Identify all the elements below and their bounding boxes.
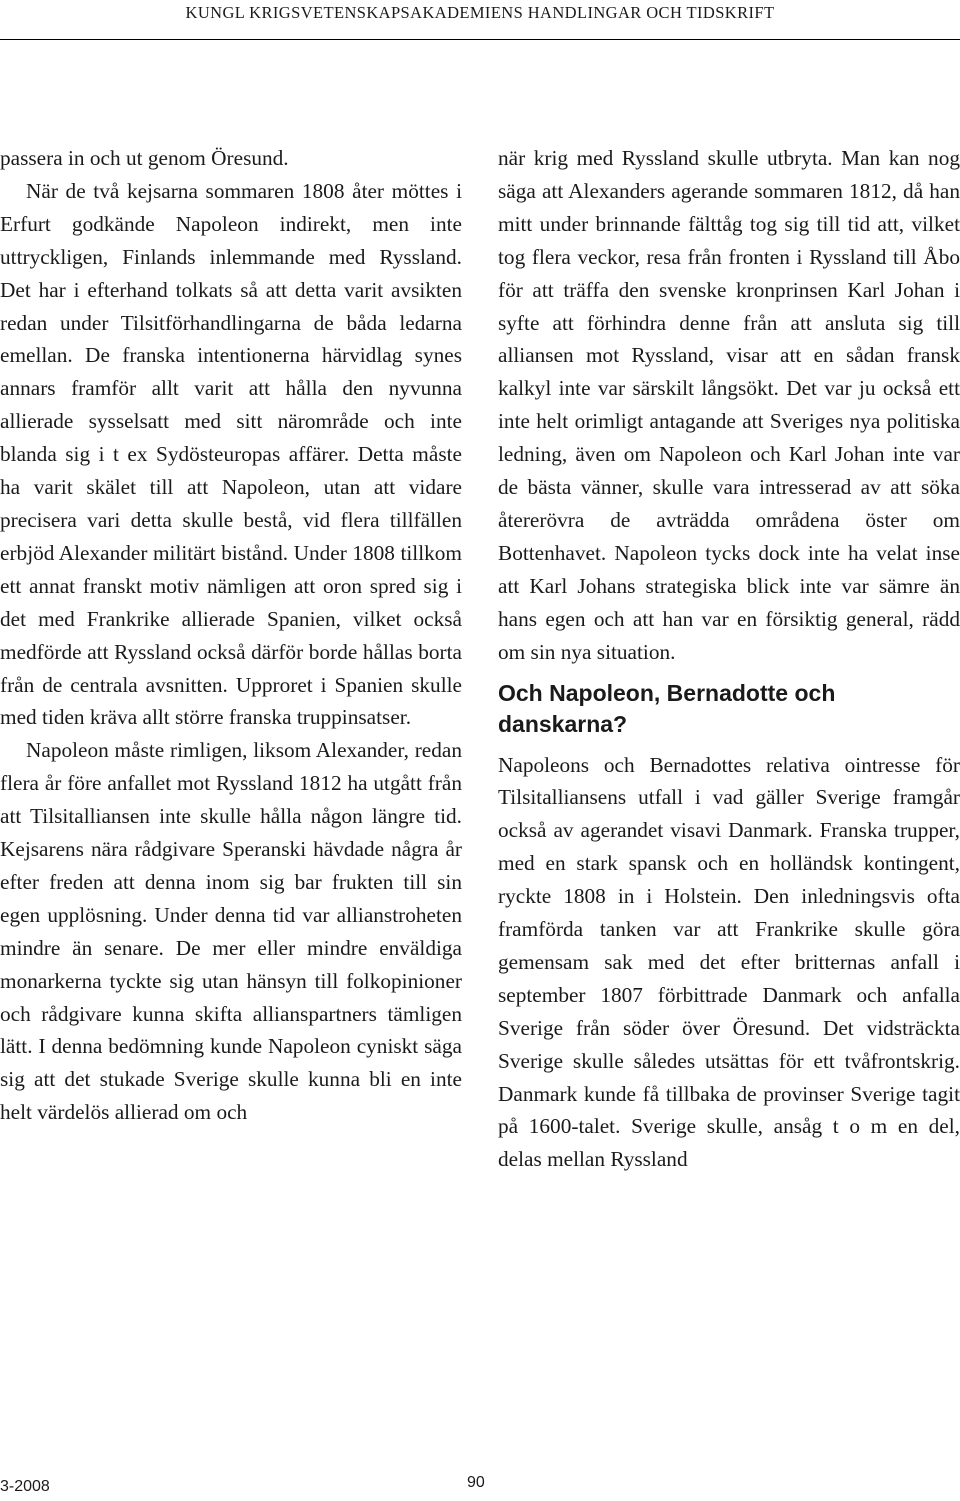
paragraph: Napoleon måste rimligen, liksom Alexander, redan flera år före anfallet mot Ryssland 1812 ha utgått från att Tilsitalliansen inte skulle hålla någon längre tid. Kejsarens nära rådgivare Speranski hävdade några år efter freden att denna inom sig bar frukten till sin egen upplösning. Under denna tid var allianstroheten mindre än senare. De mer eller mindre enväldiga monarkerna tyckte sig utan hänsyn till folkopinioner och rådgivare kunna skifta allianspartners tämligen lätt. I denna bedömning kunde Napoleon cyniskt säga sig att det stukade Sverige skulle kunna bli en inte helt värdelös allierad om och xyxy=(0,738,462,1125)
issue-number: 3-2008 xyxy=(0,1478,50,1495)
section-heading: Och Napoleon, Bernadotte och danskarna? xyxy=(498,679,836,737)
paragraph: När de två kejsarna sommaren 1808 åter möttes i Erfurt godkände Napoleon indirekt, men inte uttryckligen, Finlands inlemmande med Ryssland. Det har i efterhand tolkats så att detta varit avsikten redan under Tilsitförhandlingarna de båda ledarna emellan. De franska intentionerna härvidlag synes annars framför allt varit att hålla den nyvunna allierade sysselsatt med sitt närområde och inte blanda sig i t ex Sydösteuropas affärer. Detta måste ha varit skälet till att Napoleon, utan att vidare precisera vari detta skulle bestå, vid flera tillfällen erbjöd Alexander militärt bistånd. Under 1808 tillkom ett annat franskt motiv nämligen att oron spred sig i det med Frankrike allierade Spanien, vilket också medförde att Ryssland också därför borde hållas borta från de centrala avsnitten. Upproret i Spanien skulle med tiden kräva allt större franska truppinsatser. xyxy=(0,178,462,730)
journal-title: KUNGL KRIGSVETENSKAPSAKADEMIENS HANDLINGAR OCH TIDSKRIFT xyxy=(185,3,775,22)
right-column xyxy=(498,142,960,1176)
paragraph: passera in och ut genom Öresund. xyxy=(0,146,289,170)
paragraph: när krig med Ryssland skulle utbryta. Man kan nog säga att Alexanders agerande sommaren 1812, då han mitt under brinnande fälttåg tog sig till tid att, vilket tog flera veckor, resa från fronten i Ryssland till Åbo för att träffa den svenske kronprinsen Karl Johan i syfte att förhindra denne från att ansluta sig till alliansen mot Ryssland, visar att en sådan fransk kalkyl inte var särskilt långsökt. Det var ju också ett inte helt orimligt antagande att Sveriges nya politiska ledning, även om Napoleon och Karl Johan inte var de bästa vänner, skulle vara intresserad av att söka återerövra de avträdda områdena öster om Bottenhavet. Napoleon tycks dock inte ha velat inse att Karl Johans strategiska blick inte var sämre än hans egen och att han var en försiktig general, rädd om sin nya situation. xyxy=(498,146,960,664)
left-column xyxy=(0,142,462,1129)
paragraph: Napoleons och Bernadottes relativa ointresse för Tilsitalliansens utfall i vad gäller Sverige framgår också av agerandet visavi Danmark. Franska trupper, med en stark spansk och en holländsk kontingent, ryckte 1808 in i Holstein. Den inledningsvis ofta framförda tanken var att Frankrike skulle göra gemensam sak med det efter britternas anfall i september 1807 förbittrade Danmark och anfalla Sverige från söder över Öresund. Det vidsträckta Sverige skulle således utsättas för ett tvåfrontskrig. Danmark kunde få tillbaka de provinser Sverige tagit på 1600-talet. Sverige skulle, ansåg t o m en del, delas mellan Ryssland xyxy=(498,752,960,1172)
page-number: 90 xyxy=(467,1474,485,1491)
running-header xyxy=(0,0,960,40)
